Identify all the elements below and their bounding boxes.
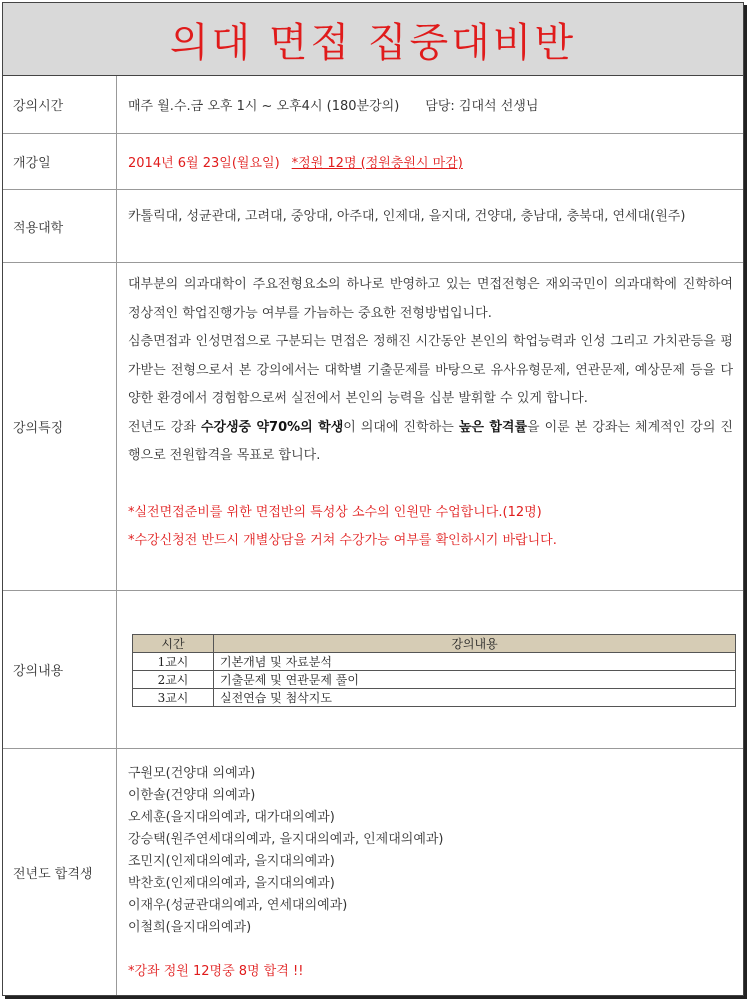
passers-cell	[118, 749, 743, 995]
schedule-table	[132, 634, 736, 707]
table-cell: 기본개념 및 자료분석	[214, 653, 736, 671]
features-note: *수강신청전 반드시 개별상담을 거쳐 수강가능 여부를 확인하시기 바랍니다.	[128, 533, 557, 548]
list-item: 강승택(원주연세대의예과, 을지대의예과, 인제대의예과)	[128, 832, 444, 847]
title-bar	[3, 3, 743, 76]
schedule-cell	[118, 76, 743, 133]
text-run: 전년도 강좌	[128, 419, 201, 435]
text-run: 이 의대에 진학하는	[343, 419, 459, 435]
table-cell: 2교시	[133, 671, 214, 689]
capacity-note: *정원 12명 (정원충원시 마감)	[291, 156, 463, 171]
highlight-text: 수강생중 약70%의 학생	[200, 419, 344, 435]
row-label: 강의내용	[3, 591, 117, 748]
row-universities	[3, 190, 743, 263]
document-frame	[2, 2, 744, 996]
row-label: 강의특징	[3, 263, 117, 590]
contents-cell	[118, 591, 743, 748]
table-row	[133, 653, 736, 671]
highlight-text: 높은 합격률	[458, 419, 528, 435]
row-contents	[3, 591, 743, 749]
page-title: 의대 면접 집중대비반	[169, 19, 577, 66]
table-cell: 실전연습 및 첨삭지도	[214, 689, 736, 707]
table-row	[133, 671, 736, 689]
row-label: 적용대학	[3, 190, 117, 262]
list-item: 이재우(성균관대의예과, 연세대의예과)	[128, 898, 348, 913]
row-schedule	[3, 76, 743, 134]
table-header: 강의내용	[214, 635, 736, 653]
list-item: 오세훈(을지대의예과, 대가대의예과)	[128, 810, 335, 825]
features-paragraph: 대부분의 의과대학이 주요전형요소의 하나로 반영하고 있는 면접전형은 재외국민이 의과대학에 진학하여 정상적인 학업진행가능 여부를 가늠하는 중요한 전형방법입니다.	[128, 277, 733, 321]
table-cell: 기출문제 및 연관문제 풀이	[214, 671, 736, 689]
features-paragraph	[128, 414, 733, 471]
text-run: 을 이룬 본 강좌는 체계적인 강의 진행으로 전원합격을 목표로 합니다.	[128, 419, 733, 463]
row-opening	[3, 134, 743, 190]
universities-text: 카톨릭대, 성균관대, 고려대, 중앙대, 아주대, 인제대, 을지대, 건양대, 충남대, 충북대, 연세대(원주)	[128, 209, 686, 224]
row-label: 강의시간	[3, 76, 117, 133]
features-cell	[118, 263, 743, 590]
table-header-row	[133, 635, 736, 653]
row-passers	[3, 749, 743, 995]
opening-date: 2014년 6월 23일(월요일)	[128, 156, 280, 171]
row-label: 전년도 합격생	[3, 749, 117, 995]
list-item: 박찬호(인제대의예과, 을지대의예과)	[128, 876, 335, 891]
schedule-time: 매주 월.수.금 오후 1시 ~ 오후4시 (180분강의)	[128, 99, 400, 114]
list-item: 조민지(인제대의예과, 을지대의예과)	[128, 854, 335, 869]
table-cell: 3교시	[133, 689, 214, 707]
features-note: *실전면접준비를 위한 면접반의 특성상 소수의 인원만 수업합니다.(12명)	[128, 504, 542, 520]
row-features	[3, 263, 743, 591]
list-item: 이한솔(건양대 의예과)	[128, 788, 256, 803]
table-cell: 1교시	[133, 653, 214, 671]
table-header: 시간	[133, 635, 214, 653]
row-label: 개강일	[3, 134, 117, 189]
opening-cell	[118, 134, 743, 189]
teacher-name: 담당: 김대석 선생님	[425, 99, 539, 114]
list-item: 이철희(을지대의예과)	[128, 920, 252, 935]
features-paragraph: 심층면접과 인성면접으로 구분되는 면접은 정해진 시간동안 본인의 학업능력과 인성 그리고 가치관등을 평가받는 전형으로서 본 강의에서는 대학별 기출문제를 바탕으로 유사유형문제, 연관문제, 예상문제 등을 다양한 환경에서 경험함으로써 실전에서 본인의 능력을 십분 발휘할 수 있게 합니다.	[128, 334, 733, 406]
pass-summary: *강좌 정원 12명중 8명 합격 !!	[128, 964, 304, 979]
table-row	[133, 689, 736, 707]
list-item: 구원모(건양대 의예과)	[128, 766, 256, 781]
